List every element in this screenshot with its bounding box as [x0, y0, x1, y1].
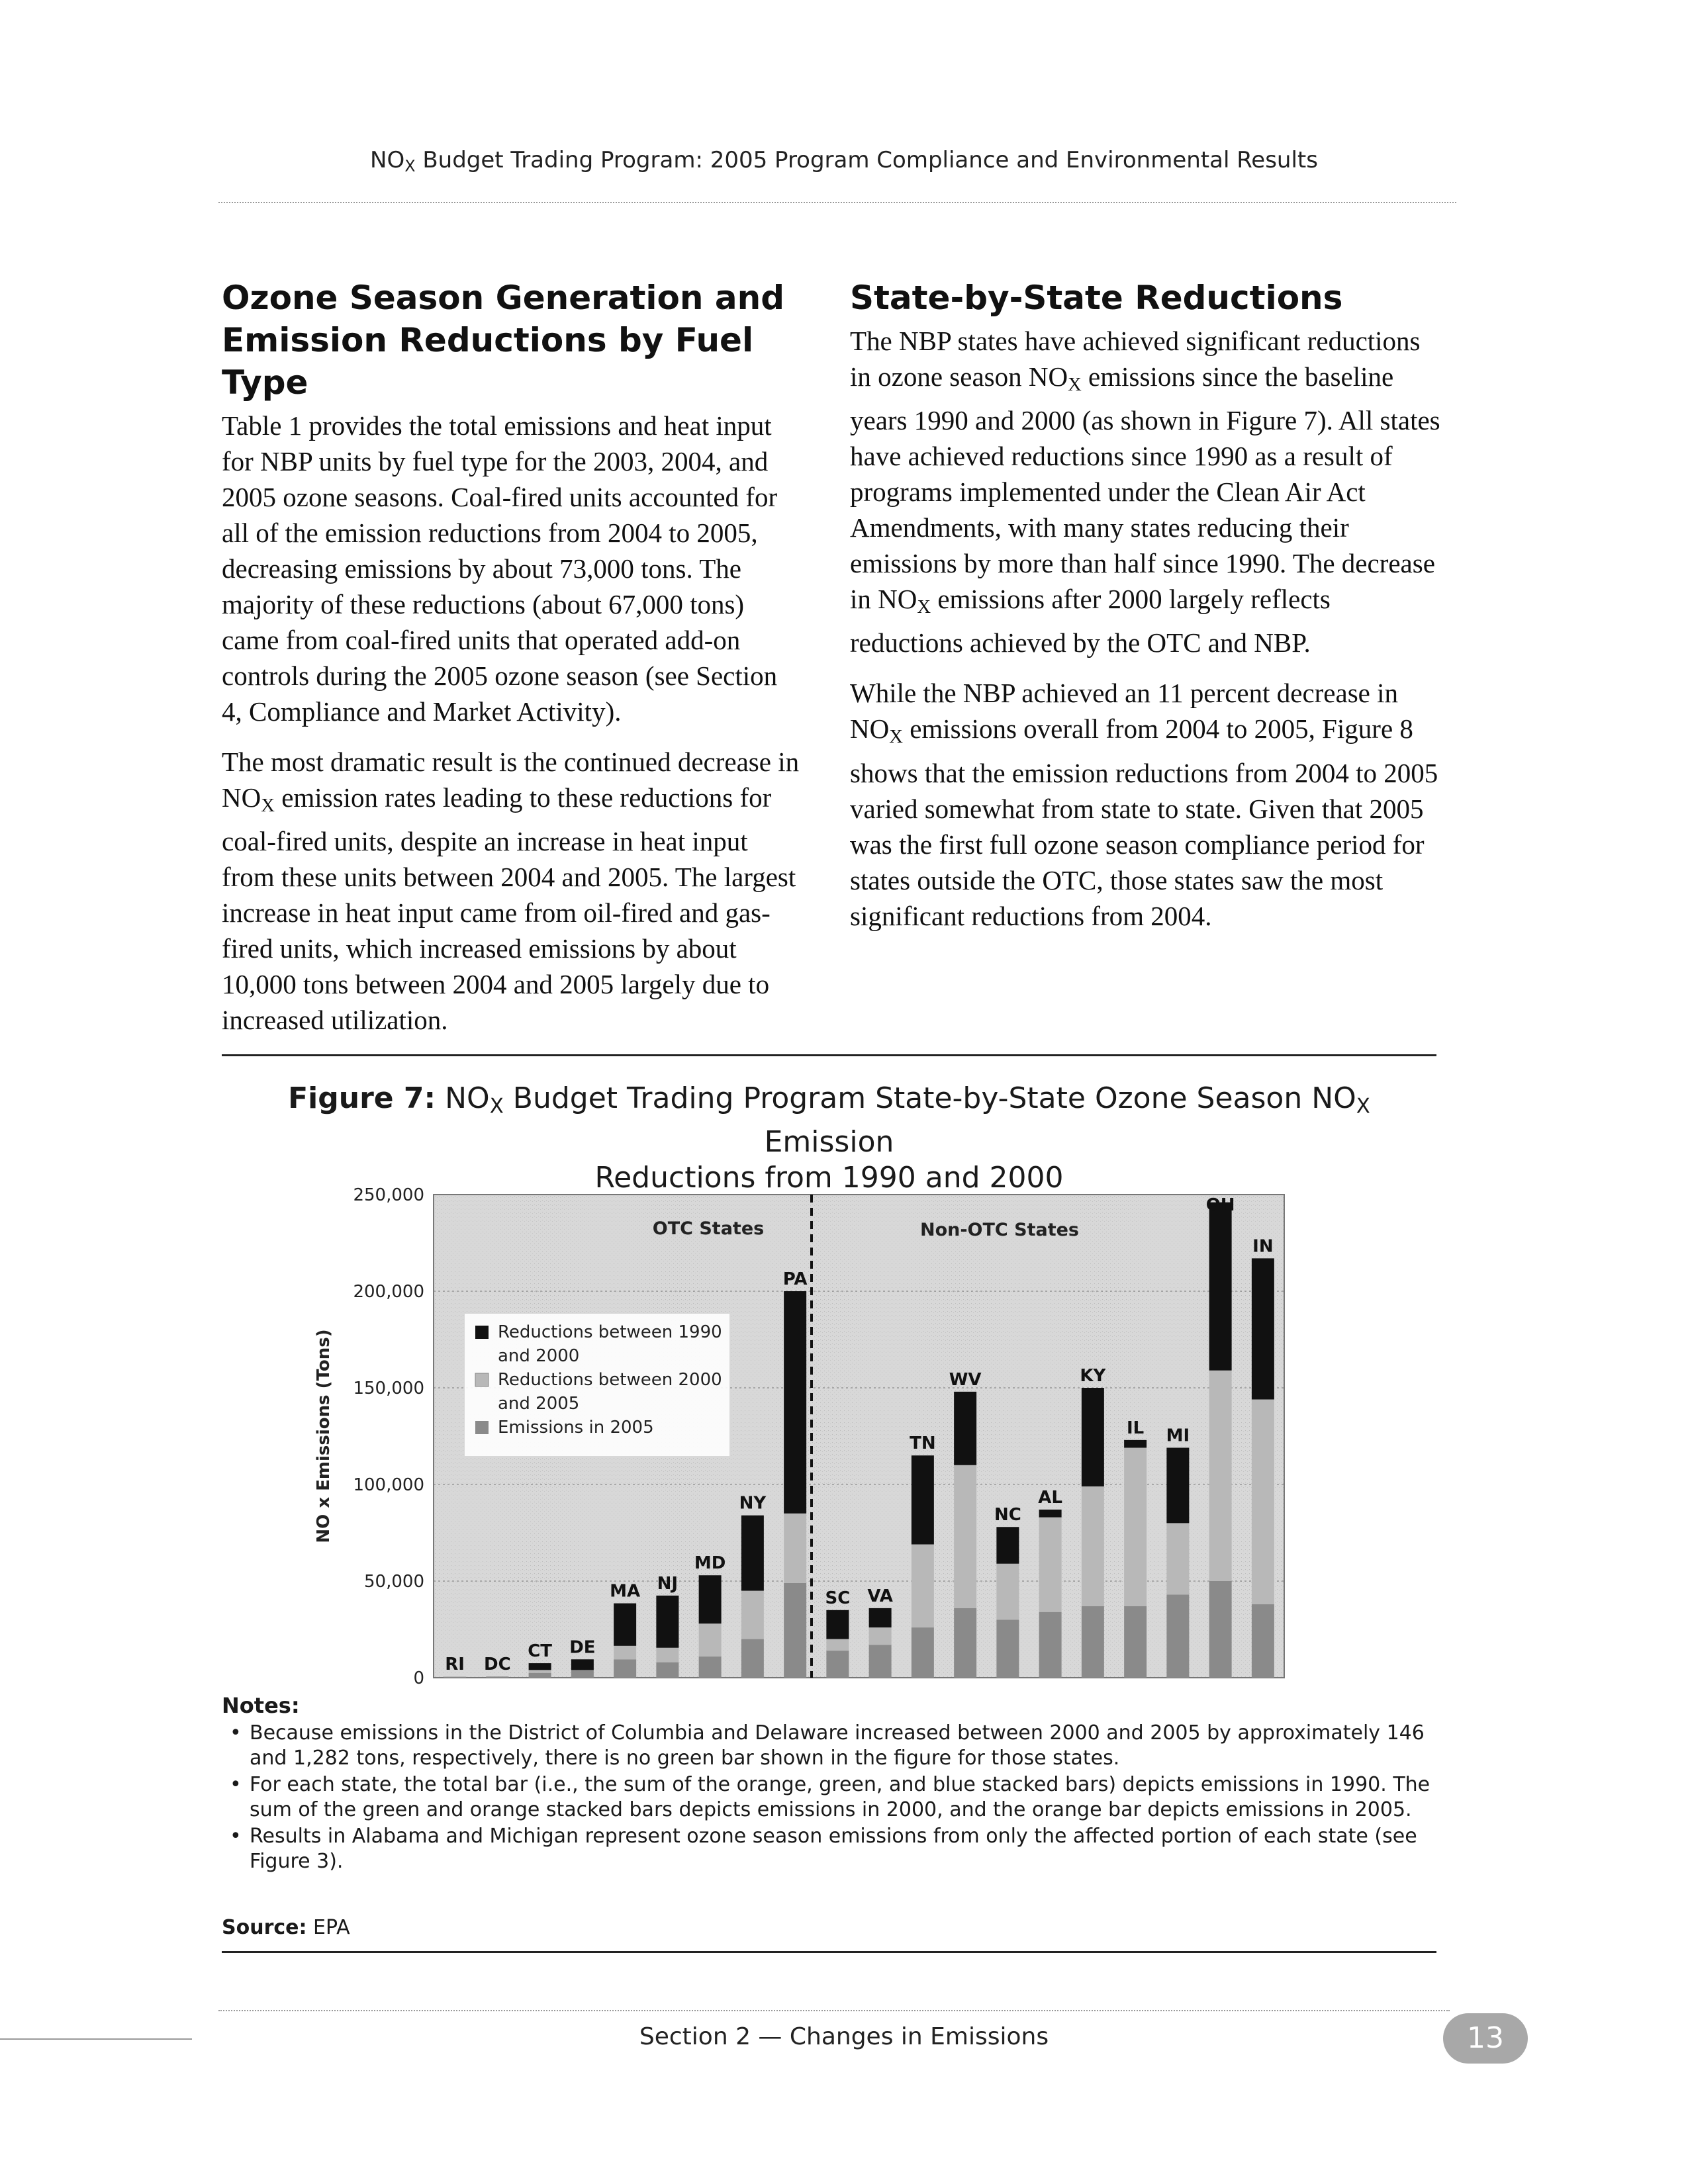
bar-segment-mi	[1166, 1523, 1189, 1594]
y-tick-label: 200,000	[353, 1282, 424, 1302]
bar-label-ky: KY	[1080, 1366, 1106, 1386]
legend-label-1990-2000: Reductions between 1990 and 2000	[498, 1322, 722, 1366]
note-item: • For each state, the total bar (i.e., the sum of the orange, green, and blue stacked bars) depicts emissions in 1990. The sum of the green and orange stacked bars depicts emissions in 2000, and the orange bar depicts emissions in 2005.	[250, 1772, 1453, 1823]
legend-swatch-1990-2000	[475, 1326, 489, 1339]
bar-segment-ky	[1082, 1388, 1104, 1486]
paragraph-fuel-type-1: Table 1 provides the total emissions and heat input for NBP units by fuel type for the 2003, 2004, and 2005 ozone seasons. Coal-fired units accounted for all of the emission reductions from 2004 to 2005, decreasing emissions by about 73,000 tons. The majority of these reductions (about 67,000 tons) came from coal-fired units that operated add-on controls during the 2005 ozone season (see Section 4, Compliance and Market Activity).	[222, 410, 778, 727]
running-header: $NO_X$ Budget Trading Program: 2005 Program Compliance and Environmental Results	[370, 147, 1318, 175]
bar-segment-in	[1252, 1604, 1274, 1678]
bar-segment-pa	[784, 1583, 806, 1678]
bar-segment-ma	[614, 1659, 636, 1678]
bar-segment-wv	[954, 1608, 976, 1678]
paragraph-state-2: While the NBP achieved an 11 percent decrease in $NO_X$ emissions overall from 2004 to 2005, Figure 8 shows that the emission reductions from 2004 to 2005 varied somewhat from state to state. Given that 2005 was the first full ozone season compliance period for states outside the OTC, those states saw the most significant reductions from 2004.	[850, 678, 1438, 931]
bar-segment-dc	[486, 1676, 508, 1678]
note-item: • Because emissions in the District of Columbia and Delaware increased between 2000 and 2005 by approximately 146 and 1,282 tons, respectively, there is no green bar shown in the figure for those states.	[250, 1721, 1453, 1771]
figure-notes	[222, 1693, 1453, 1876]
footer-divider	[218, 2010, 1450, 2011]
bar-segment-nc	[996, 1564, 1019, 1620]
bar-segment-ny	[741, 1516, 764, 1591]
bar-label-wv: WV	[949, 1369, 982, 1390]
bar-segment-md	[699, 1623, 722, 1657]
bar-segment-sc	[826, 1651, 849, 1678]
emissions-bar-chart	[291, 1175, 1297, 1691]
section-heading-state-reductions: State-by-State Reductions	[850, 279, 1343, 317]
bar-label-mi: MI	[1166, 1426, 1190, 1446]
bar-label-al: AL	[1038, 1487, 1062, 1508]
bar-segment-nj	[656, 1648, 679, 1662]
bar-label-ri: RI	[445, 1654, 465, 1674]
bar-label-pa: PA	[782, 1269, 808, 1289]
legend-label-2000-2005: Reductions between 2000 and 2005	[498, 1370, 722, 1414]
paragraph-state-1: The NBP states have achieved significant reductions in ozone season $NO_X$ emissions since the baseline years 1990 and 2000 (as shown in Figure 7). All states have achieved reductions since 1990 as a result of programs implemented under the Clean Air Act Amendments, with many states reducing their emissions by more than half since 1990. The decrease in $NO_X$ emissions after 2000 largely reflects reductions achieved by the OTC and NBP.	[850, 326, 1440, 659]
bar-label-ny: NY	[739, 1493, 767, 1514]
bar-segment-oh	[1209, 1371, 1232, 1581]
legend-label-2005: Emissions in 2005	[498, 1418, 654, 1437]
bar-segment-nj	[656, 1596, 679, 1648]
bar-segment-in	[1252, 1258, 1274, 1399]
bar-segment-oh	[1209, 1203, 1232, 1371]
note-item: • Results in Alabama and Michigan represent ozone season emissions from only the affected portion of each state (see Figure 3).	[250, 1824, 1453, 1874]
bar-label-in: IN	[1252, 1236, 1274, 1257]
bar-label-il: IL	[1127, 1418, 1145, 1438]
bar-label-sc: SC	[825, 1588, 851, 1608]
bar-label-nc: NC	[994, 1505, 1021, 1525]
right-column	[850, 277, 1446, 948]
bar-segment-de	[571, 1659, 594, 1670]
bar-segment-oh	[1209, 1581, 1232, 1678]
bar-label-dc: DC	[484, 1655, 511, 1675]
legend-swatch-2005	[475, 1421, 489, 1434]
bar-segment-in	[1252, 1400, 1274, 1605]
bar-label-va: VA	[867, 1586, 893, 1606]
y-tick-label: 50,000	[364, 1572, 424, 1592]
y-tick-label: 100,000	[353, 1475, 424, 1495]
bar-segment-sc	[826, 1610, 849, 1639]
bar-segment-tn	[912, 1545, 934, 1628]
bar-segment-md	[699, 1657, 722, 1678]
bar-segment-va	[869, 1627, 892, 1645]
bar-label-tn: TN	[910, 1433, 936, 1454]
legend-swatch-2000-2005	[475, 1373, 489, 1387]
footer-section-title: Section 2 — Changes in Emissions	[639, 2023, 1049, 2050]
bar-segment-de	[571, 1670, 594, 1678]
y-axis-ticks	[353, 1185, 424, 1688]
figure-bottom-rule	[222, 1951, 1436, 1953]
y-axis-label: NO x Emissions (Tons)	[314, 1329, 334, 1543]
y-tick-label: 250,000	[353, 1185, 424, 1205]
bar-segment-al	[1039, 1518, 1062, 1612]
bar-segment-ny	[741, 1639, 764, 1678]
bar-segment-pa	[784, 1291, 806, 1514]
notes-heading: Notes:	[222, 1693, 300, 1718]
bar-label-ma: MA	[610, 1581, 641, 1602]
bar-segment-ri	[444, 1676, 466, 1677]
y-tick-label: 0	[413, 1668, 424, 1688]
group-label-non-otc: Non-OTC States	[919, 1220, 1080, 1240]
figure-top-rule	[222, 1054, 1436, 1056]
bar-segment-ny	[741, 1591, 764, 1639]
bar-segment-va	[869, 1608, 892, 1627]
group-label-otc: OTC States	[652, 1218, 765, 1239]
bar-segment-wv	[954, 1392, 976, 1465]
bar-segment-ct	[529, 1663, 551, 1670]
bar-segment-sc	[826, 1639, 849, 1651]
bar-segment-il	[1124, 1448, 1147, 1606]
bar-segment-ma	[614, 1604, 636, 1646]
bar-segment-mi	[1166, 1594, 1189, 1678]
page-number: 13	[1443, 2013, 1528, 2064]
bar-segment-md	[699, 1575, 722, 1623]
bar-segment-va	[869, 1645, 892, 1678]
bar-segment-ky	[1082, 1606, 1104, 1678]
bar-segment-wv	[954, 1465, 976, 1608]
bar-segment-il	[1124, 1440, 1147, 1448]
paragraph-fuel-type-2: The most dramatic result is the continued decrease in $NO_X$ emission rates leading to these reductions for coal-fired units, despite an increase in heat input from these units between 2004 and 2005. The largest increase in heat input came from oil-fired and gas-fired units, which increased emissions by about 10,000 tons between 2004 and 2005 largely due to increased utilization.	[222, 747, 800, 1036]
figure-source: Source: EPA	[222, 1916, 350, 1939]
y-tick-label: 150,000	[353, 1379, 424, 1398]
bar-label-nj: NJ	[657, 1573, 679, 1594]
legend	[465, 1314, 729, 1456]
header-divider	[218, 202, 1456, 203]
bar-label-oh: OH	[1205, 1195, 1235, 1215]
figure-title: Figure 7: $NO_X$ Budget Trading Program State-by-State Ozone Season $NO_X$ Emission Reductions from 1990 and 2000	[288, 1081, 1370, 1195]
bar-label-de: DE	[569, 1637, 596, 1658]
bar-label-md: MD	[694, 1553, 726, 1574]
bar-segment-nc	[996, 1619, 1019, 1678]
bar-segment-il	[1124, 1606, 1147, 1678]
bar-segment-mi	[1166, 1448, 1189, 1524]
section-heading-fuel-type: Ozone Season Generation and Emission Reductions by Fuel Type	[222, 279, 785, 402]
bar-segment-ct	[529, 1673, 551, 1678]
bar-segment-ma	[614, 1646, 636, 1659]
bar-segment-nj	[656, 1662, 679, 1678]
bar-segment-ky	[1082, 1486, 1104, 1606]
bar-segment-al	[1039, 1612, 1062, 1678]
bar-segment-tn	[912, 1455, 934, 1544]
bar-segment-tn	[912, 1627, 934, 1678]
bar-segment-al	[1039, 1510, 1062, 1518]
bar-segment-nc	[996, 1527, 1019, 1563]
left-column	[222, 277, 804, 1052]
bar-label-ct: CT	[528, 1641, 553, 1662]
bar-segment-ct	[529, 1670, 551, 1672]
bar-segment-ri	[444, 1677, 466, 1678]
bar-segment-pa	[784, 1514, 806, 1583]
